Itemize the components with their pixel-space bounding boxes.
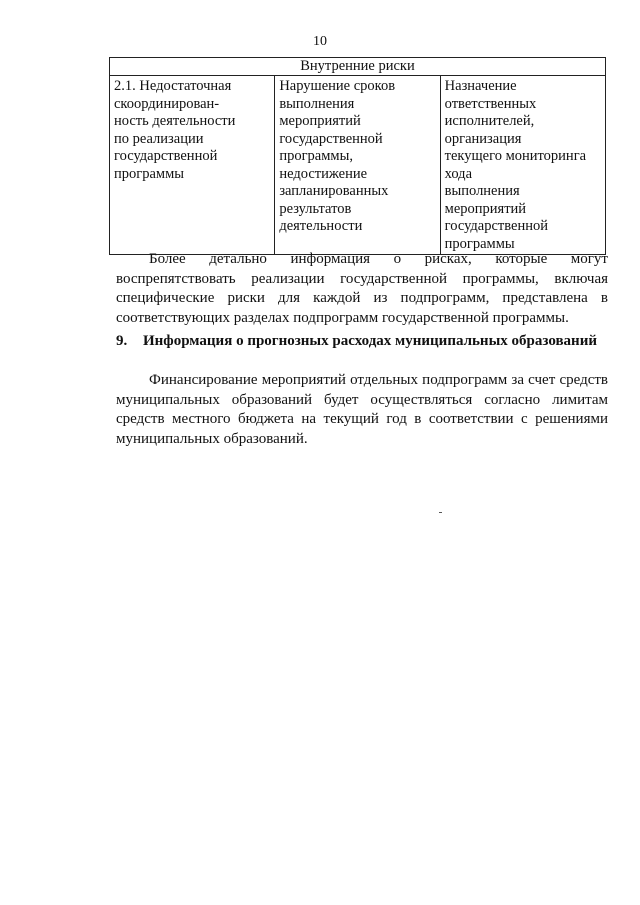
paragraph-line: средств местного бюджета на текущий год в соответствии с решениями: [116, 411, 608, 427]
paragraph-line: муниципальных образований будет осуществляться согласно лимитам: [116, 391, 608, 408]
paragraph-text: Более детально информация о рисках, которые могут: [149, 251, 608, 267]
table-row: [110, 76, 606, 255]
cell-line: запланированных: [279, 183, 389, 199]
paragraph-line: [116, 371, 608, 391]
page-number: 10: [313, 34, 327, 49]
table-section-row: [110, 58, 606, 76]
cell-line: государственной: [279, 130, 383, 147]
cell-line: государственной программы: [444, 218, 548, 252]
risk-table: [109, 57, 606, 255]
cell-line: недостижение: [279, 165, 368, 182]
cell-line: мероприятий: [279, 113, 361, 129]
cell-line: ность деятельности: [114, 113, 236, 129]
cell-line: Назначение ответственных: [444, 78, 537, 112]
paragraph-text: Финансирование мероприятий отдельных подпрограмм за счет средств: [149, 372, 608, 388]
cell-line: исполнителей, организация: [444, 113, 535, 147]
cell-line: деятельности: [279, 218, 363, 234]
measures-cell: [440, 76, 605, 255]
cell-line: выполнения мероприятий: [444, 183, 527, 217]
cell-line: текущего мониторинга хода: [444, 148, 587, 182]
cell-line: результатов: [279, 200, 352, 217]
cell-line: по реализации: [114, 130, 204, 147]
section-title: Информация о прогнозных расходах муниципальных образований: [143, 333, 597, 349]
section-header-internal-risks: Внутренние риски: [110, 58, 606, 76]
cell-line: 2.1. Недостаточная: [114, 78, 232, 94]
section-heading: [116, 333, 608, 350]
cell-line: Нарушение сроков: [279, 78, 396, 94]
section-number: 9.: [116, 333, 128, 349]
paragraph-line: специфические риски для каждой из подпрограмм, представлена в: [116, 290, 608, 306]
cell-line: скоординирован-: [114, 95, 220, 112]
paragraph-line: [116, 250, 608, 270]
risk-name-cell: [110, 76, 275, 255]
consequences-cell: [275, 76, 440, 255]
paragraph-line: соответствующих разделах подпрограмм государственной программы.: [116, 309, 569, 326]
risk-info-paragraph: [116, 250, 608, 328]
cell-line: выполнения: [279, 95, 355, 112]
cell-line: программы,: [279, 148, 353, 164]
scan-speck: [439, 512, 442, 513]
paragraph-line: муниципальных образований.: [116, 430, 308, 447]
cell-line: государственной: [114, 148, 218, 164]
cell-line: программы: [114, 165, 184, 182]
paragraph-line: воспрепятствовать реализации государственной программы, включая: [116, 270, 608, 287]
financing-paragraph: [116, 371, 608, 449]
